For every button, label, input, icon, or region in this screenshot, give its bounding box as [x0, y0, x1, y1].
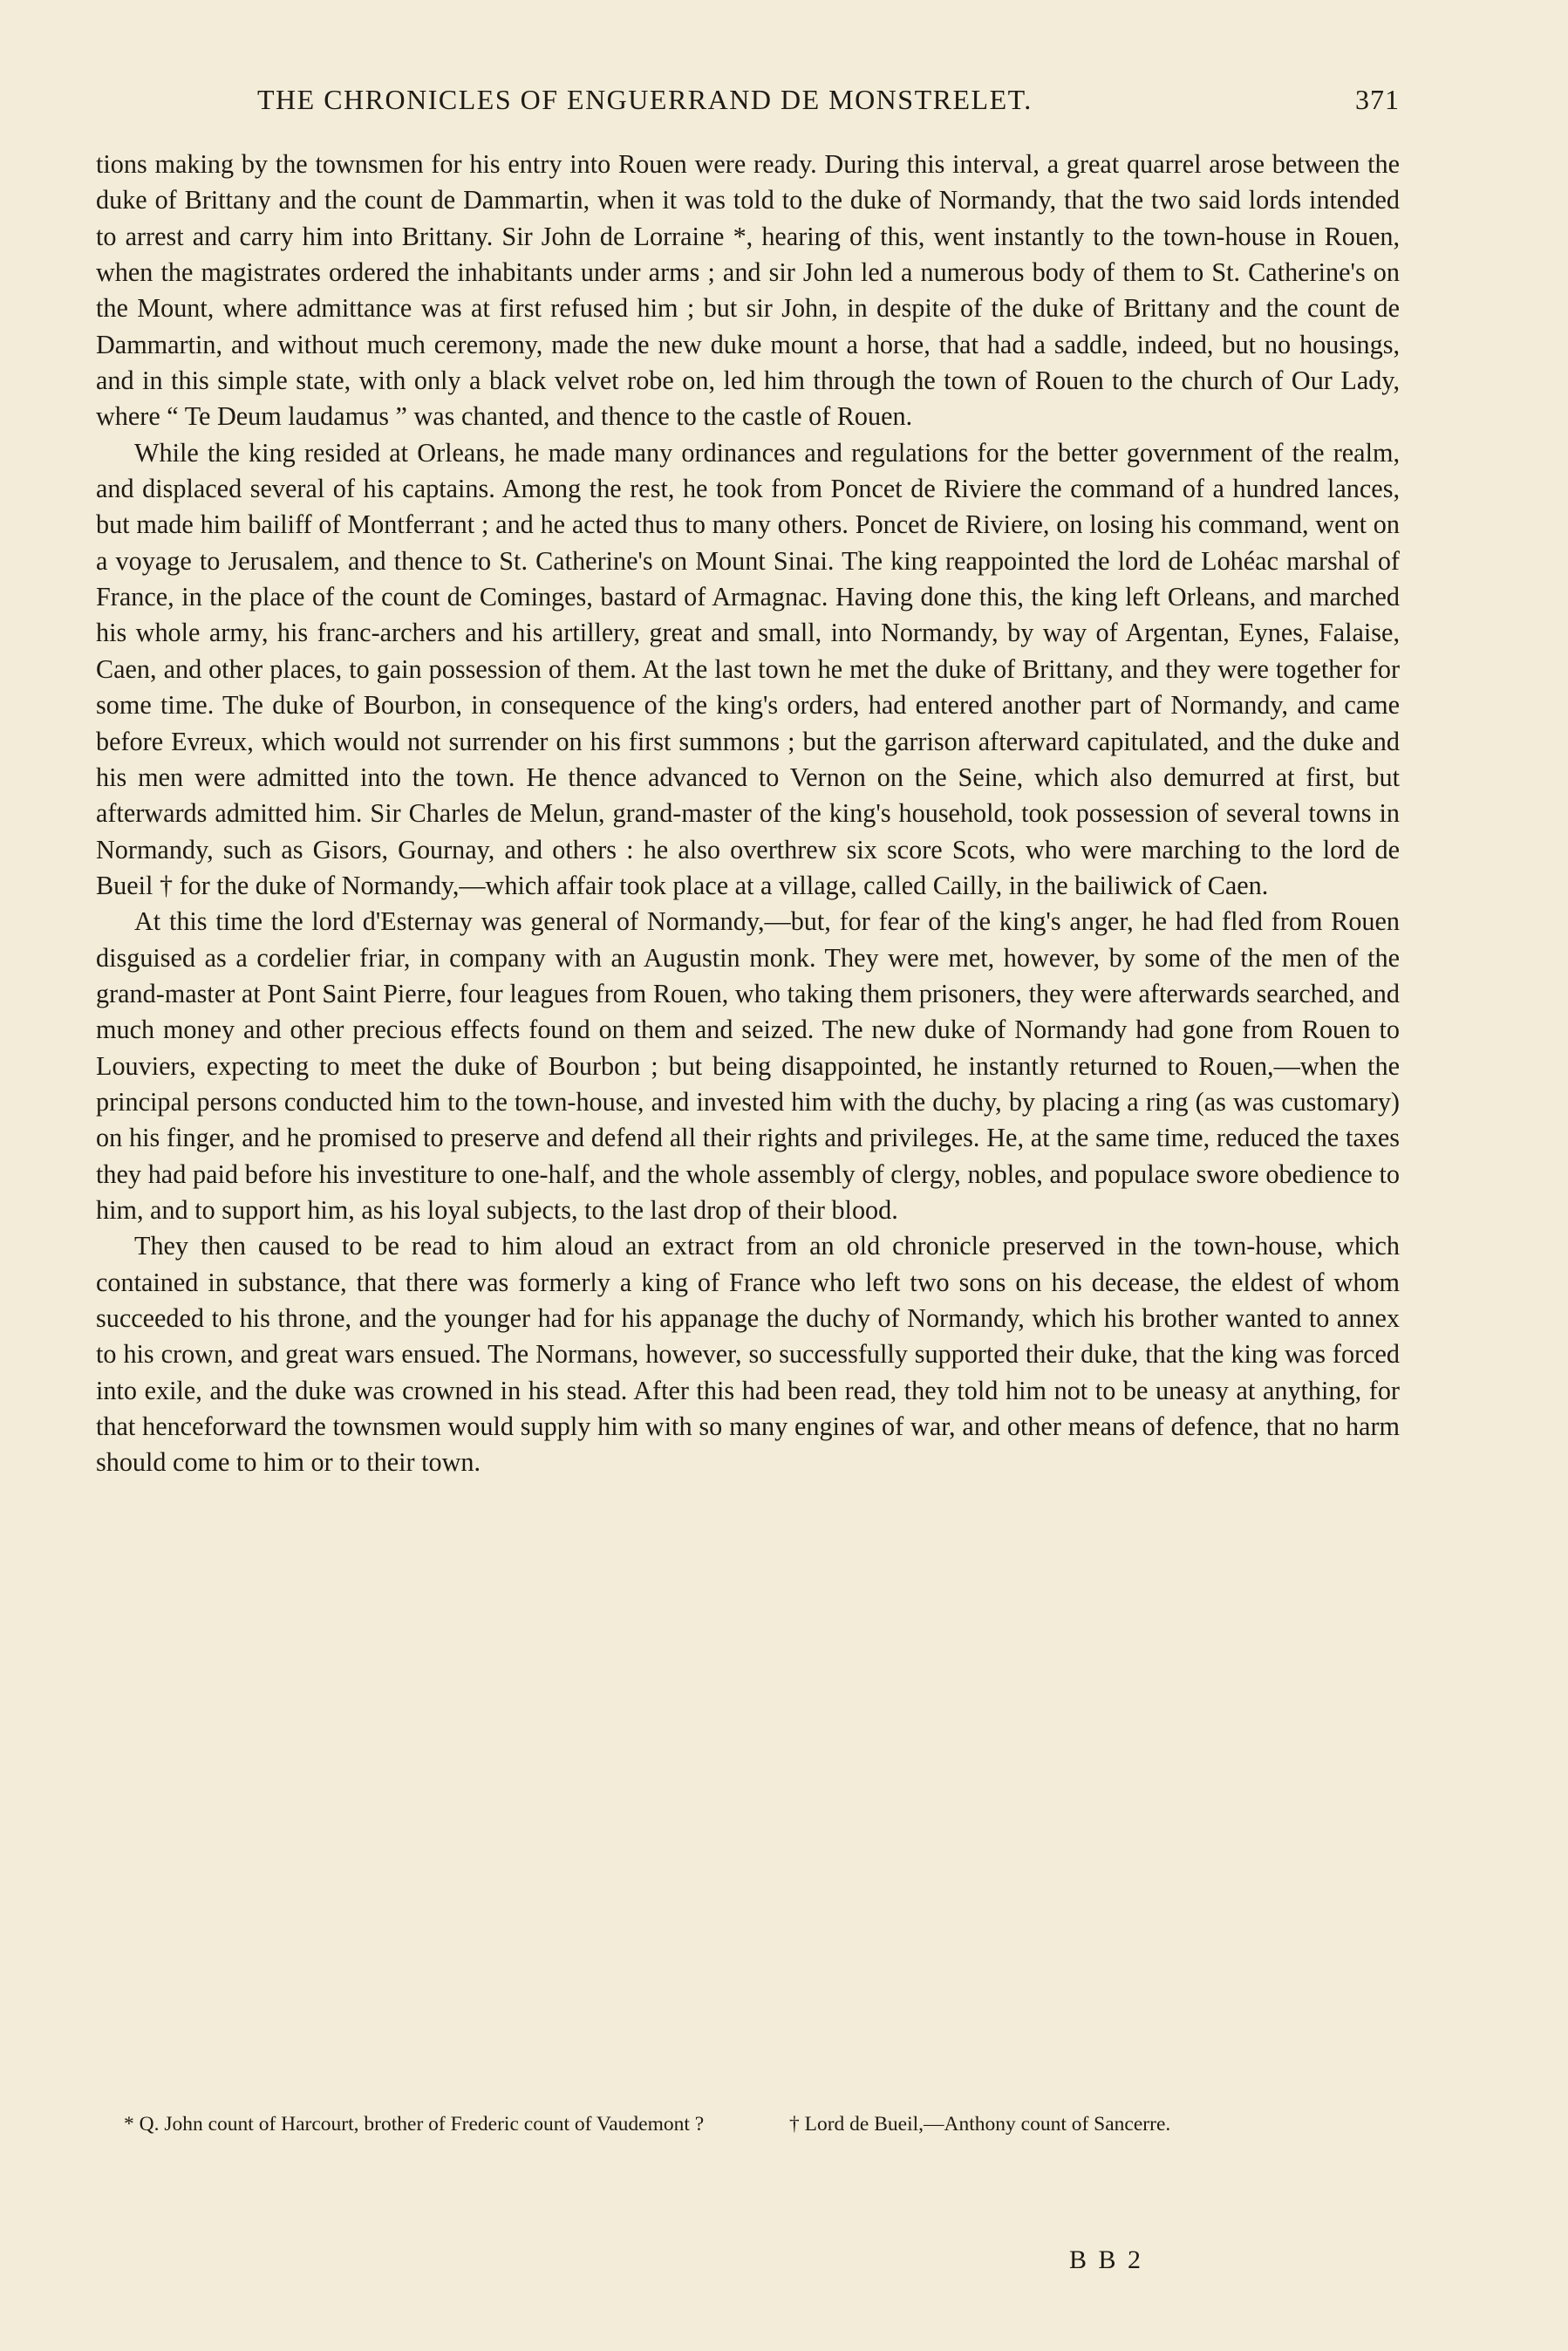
page-number: 371 — [1355, 84, 1400, 115]
body-text — [96, 147, 1400, 1481]
paragraph-3: At this time the lord d'Esternay was general of Normandy,—but, for fear of the king's anger, he had fled from Rouen disguised as a cordelier friar, in company with an Augustin monk. They were met, however, by some of the men of the grand-master at Pont Saint Pierre, four leagues from Rouen, who taking them prisoners, they were afterwards searched, and much money and other precious effects found on them and seized. The new duke of Normandy had gone from Rouen to Louviers, expecting to meet the duke of Bourbon ; but being disappointed, he instantly returned to Rouen,—when the principal persons conducted him to the town-house, and invested him with the duchy, by placing a ring (as was customary) on his finger, and he promised to preserve and defend all their rights and privileges. He, at the same time, reduced the taxes they had paid before his investiture to one-half, and the whole assembly of clergy, nobles, and populace swore obedience to him, and to support him, as his loyal subjects, to the last drop of their blood. — [96, 906, 1400, 1225]
paragraph-1: tions making by the townsmen for his entry into Rouen were ready. During this interval, a great quarrel arose between the duke of Brittany and the count de Dammartin, when it was told to the duke of Normandy, that the two said lords intended to arrest and carry him into Brittany. Sir John de Lorraine *, hearing of this, went instantly to the town-house in Rouen, when the magistrates ordered the inhabitants under arms ; and sir John led a numerous body of them to St. Catherine's on the Mount, where admittance was at first refused him ; but sir John, in despite of the duke of Brittany and the count de Dammartin, and without much ceremony, made the new duke mount a horse, that had a saddle, indeed, but no housings, and in this simple state, with only a black velvet robe on, led him through the town of Rouen to the church of Our Lady, where “ Te Deum laudamus ” was chanted, and thence to the castle of Rouen. — [96, 149, 1400, 432]
paragraph-4: They then caused to be read to him aloud an extract from an old chronicle preserved in the town-house, which contained in substance, that there was formerly a king of France who left two sons on his decease, the eldest of whom succeeded to his throne, and the younger had for his appanage the duchy of Normandy, which his brother wanted to annex to his crown, and great wars ensued. The Normans, however, so successfully supported their duke, that the king was forced into exile, and the duke was crowned in his stead. After this had been read, they told him not to be uneasy at anything, for that henceforward the townsmen would supply him with so many engines of war, and other means of defence, that no harm should come to him or to their town. — [96, 1231, 1400, 1478]
footnote-asterisk: * Q. John count of Harcourt, brother of Frederic count of Vaudemont ? — [124, 2113, 705, 2136]
page-header — [96, 84, 1400, 127]
footnote-dagger: † Lord de Bueil,—Anthony count of Sancerre. — [789, 2113, 1171, 2136]
signature-mark: B B 2 — [1069, 2245, 1144, 2274]
running-title: THE CHRONICLES OF ENGUERRAND DE MONSTRELET. — [257, 84, 1033, 115]
paragraph-2: While the king resided at Orleans, he made many ordinances and regulations for the better government of the realm, and displaced several of his captains. Among the rest, he took from Poncet de Riviere the command of a hundred lances, but made him bailiff of Montferrant ; and he acted thus to many others. Poncet de Riviere, on losing his command, went on a voyage to Jerusalem, and thence to St. Catherine's on Mount Sinai. The king reappointed the lord de Lohéac marshal of France, in the place of the count de Cominges, bastard of Armagnac. Having done this, the king left Orleans, and marched his whole army, his franc-archers and his artillery, great and small, into Normandy, by way of Argentan, Eynes, Falaise, Caen, and other places, to gain possession of them. At the last town he met the duke of Brittany, and they were together for some time. The duke of Bourbon, in consequence of the king's orders, had entered another part of Normandy, and came before Evreux, which would not surrender on his first summons ; but the garrison afterward capitulated, and the duke and his men were admitted into the town. He thence advanced to Vernon on the Seine, which also demurred at first, but afterwards admitted him. Sir Charles de Melun, grand-master of the king's household, took possession of several towns in Normandy, such as Gisors, Gournay, and others : he also overthrew six score Scots, who were marching to the lord de Bueil † for the duke of Normandy,—which affair took place at a village, called Cailly, in the bailiwick of Caen. — [96, 437, 1400, 900]
